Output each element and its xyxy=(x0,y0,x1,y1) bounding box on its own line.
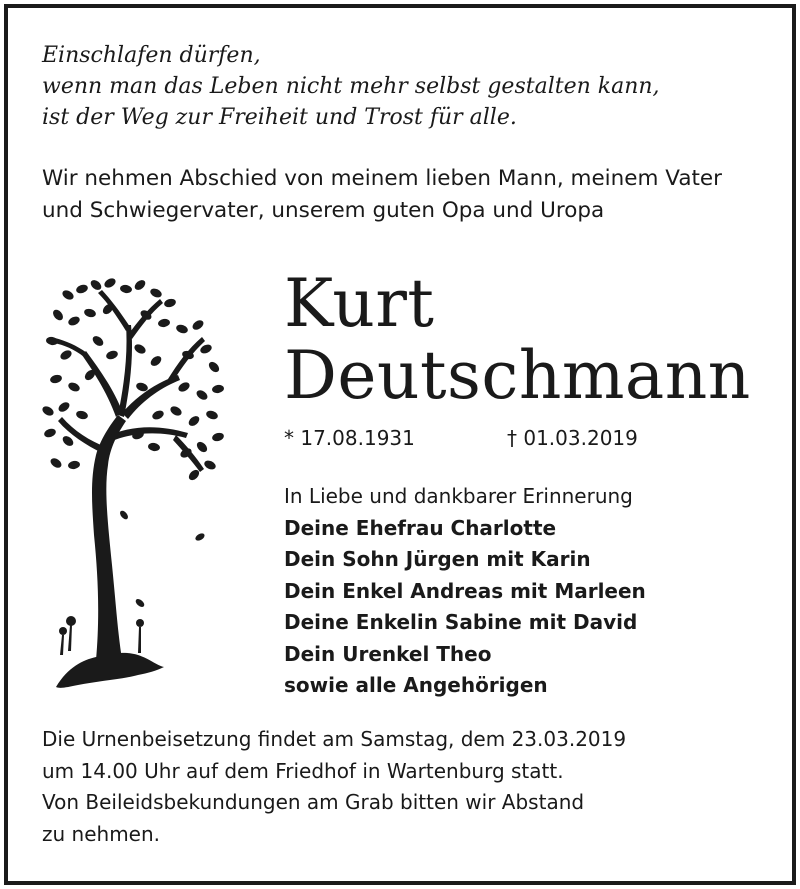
quote-block xyxy=(42,40,762,133)
last-name: Deutschmann xyxy=(284,337,751,414)
mourner-entry: Deine Enkelin Sabine mit David xyxy=(284,610,638,634)
birth-date: * 17.08.1931 xyxy=(284,426,415,450)
first-name: Kurt xyxy=(284,265,435,342)
quote-line: wenn man das Leben nicht mehr selbst gestalten kann, xyxy=(42,74,660,99)
funeral-notice xyxy=(42,724,772,850)
intro-line: und Schwiegervater, unserem guten Opa und Uropa xyxy=(42,198,605,223)
mourner-entry: Dein Urenkel Theo xyxy=(284,641,492,666)
mourner-entry: Dein Enkel Andreas mit Marleen xyxy=(284,578,646,603)
intro-line: Wir nehmen Abschied von meinem lieben Mann, meinem Vater xyxy=(42,166,722,191)
tree-icon xyxy=(38,275,228,695)
mourners-lead: In Liebe und dankbarer Erinnerung xyxy=(284,484,633,508)
notice-line: Die Urnenbeisetzung findet am Samstag, dem 23.03.2019 xyxy=(42,727,627,751)
notice-line: Von Beileidsbekundungen am Grab bitten wir Abstand xyxy=(42,790,585,814)
quote-line: Einschlafen dürfen, xyxy=(42,43,261,68)
notice-line: um 14.00 Uhr auf dem Friedhof in Wartenburg statt. xyxy=(42,758,564,783)
death-date: † 01.03.2019 xyxy=(507,426,638,450)
mourner-entry: Deine Ehefrau Charlotte xyxy=(284,515,557,540)
intro-text xyxy=(42,163,772,227)
mourners-list xyxy=(284,481,764,702)
quote-line: ist der Weg zur Freiheit und Trost für alle. xyxy=(42,105,517,130)
mourner-entry: Dein Sohn Jürgen mit Karin xyxy=(284,547,591,571)
notice-line: zu nehmen. xyxy=(42,821,161,846)
mourner-entry: sowie alle Angehörigen xyxy=(284,673,548,697)
deceased-name xyxy=(284,265,784,414)
